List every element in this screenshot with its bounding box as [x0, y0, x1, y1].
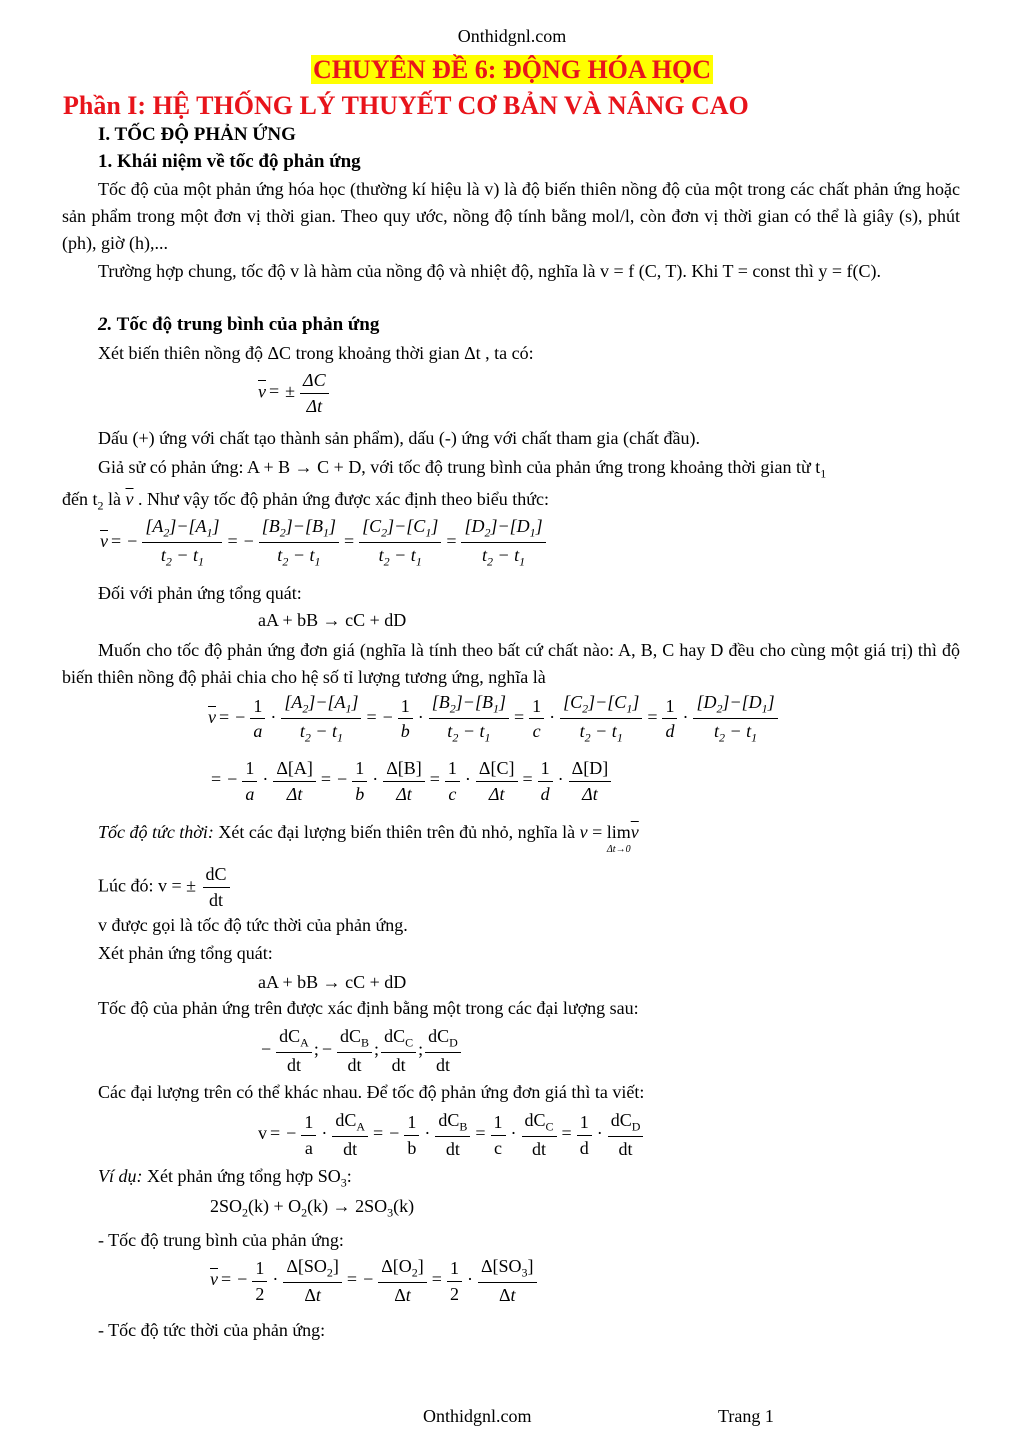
- general-reaction-equation: aA + bB → cC + dD: [258, 610, 407, 630]
- equation-instant-unified: v = − $\frac{1}{a}$ · $\frac{dC_A}{dt}$ = − $\frac{1}{b}$ · $\frac{dC_B}{dt}$ = $\frac{1}{c}$ · $\frac{dC_C}{dt}$ = $\frac{1}{d}$ · $\frac{dC_D}{dt}$: [258, 1110, 645, 1160]
- part-heading: Phần I: HỆ THỐNG LÝ THUYẾT CƠ BẢN VÀ NÂNG CAO: [63, 91, 749, 120]
- equation-unified-rate: $\overline{v}$ = − $\frac{1}{a}$ · $\frac{[A_2]-[A_1]}{t_2 - t_1}$ = − $\frac{1}{b}$ · $\frac{[B_2]-[B_1]}{t_2 - t_1}$ = $\frac{1}{c}$ · $\frac{[C_2]-[C_1]}{t_2 - t_1}$ = $\frac{1}{d}$ · $\frac{[D_2]-[D_1]}{t_2 - t_1}$: [208, 692, 780, 746]
- avg-rate-label: - Tốc độ trung bình của phản ứng:: [98, 1230, 344, 1250]
- document-title: CHUYÊN ĐỀ 6: ĐỘNG HÓA HỌC: [313, 55, 711, 84]
- consider-line: Xét phản ứng tổng quát:: [98, 943, 273, 963]
- differ-line: Các đại lượng trên có thể khác nhau. Để tốc độ phản ứng đơn giá thì ta viết:: [98, 1082, 645, 1102]
- section-heading: I. TỐC ĐỘ PHẢN ỨNG: [98, 124, 296, 145]
- header-site: Onthidgnl.com: [457, 26, 567, 46]
- paragraph-function: Trường hợp chung, tốc độ v là hàm của nồng độ và nhiệt độ, nghĩa là v = f (C, T). Khi T = const thì y = f(C).: [98, 261, 881, 281]
- called-line: v được gọi là tốc độ tức thời của phản ứng.: [98, 915, 408, 935]
- sign-note: Dấu (+) ứng với chất tạo thành sản phẩm), dấu (-) ứng với chất tham gia (chất đầu).: [98, 428, 701, 448]
- general-reaction-label: Đối với phản ứng tổng quát:: [98, 583, 302, 603]
- equation-average-rate: $\overline{v}$ = ± $\frac{\Delta C}{\Delta t}$: [258, 370, 331, 416]
- subsection-heading-2: 2. Tốc độ trung bình của phản ứng: [98, 314, 380, 335]
- delta-line: Xét biến thiên nồng độ ΔC trong khoảng thời gian Δt , ta có:: [98, 343, 534, 363]
- suppose-line-2: đến $t_2$ là $\overline{v}$ . Như vậy tốc độ phản ứng được xác định theo biểu thức:: [62, 489, 549, 513]
- example-line: Ví dụ: Xét phản ứng tổng hợp $SO_3$:: [98, 1166, 352, 1190]
- general-reaction-equation-2: aA + bB → cC + dD: [258, 972, 407, 992]
- footer-site: Onthidgnl.com: [423, 1406, 532, 1426]
- equation-so3-average: $\overline{v}$ = − $\frac{1}{2}$ · $\frac{\Delta[SO_2]}{\Delta t}$ = − $\frac{\Delta[O_2]}{\Delta t}$ = $\frac{1}{2}$ · $\frac{\Delta[SO_3]}{\Delta t}$: [210, 1256, 539, 1306]
- equation-average-by-species: $\overline{v}$ = − $\frac{[A_2]-[A_1]}{t_2 - t_1}$ = − $\frac{[B_2]-[B_1]}{t_2 - t_1}$ = $\frac{[C_2]-[C_1]}{t_2 - t_1}$ = $\frac{[D_2]-[D_1]}{t_2 - t_1}$: [100, 516, 548, 570]
- then-line: Lúc đó: v = ± $\frac{dC}{dt}$: [98, 864, 232, 910]
- paragraph-definition: Tốc độ của một phản ứng hóa học (thường kí hiệu là v) là độ biến thiên nồng độ của một trong các chất phản ứng hoặc sản phẩm trong một đơn vị thời gian. Theo quy ước, nồng độ tính bằng mol/l, còn đơn vị thời gian có thể là giây (s), phút (ph), giờ (h),...: [62, 179, 960, 253]
- subsection-heading-1: 1. Khái niệm về tốc độ phản ứng: [98, 151, 361, 172]
- so3-equation: $2SO_2(k) + O_2(k) \to 2SO_3(k)$: [210, 1196, 415, 1220]
- instant-rate-line: Tốc độ tức thời: Xét các đại lượng biến thiên trên đủ nhỏ, nghĩa là v = lim Δt→0 $\overline{v}$: [98, 822, 639, 855]
- one-of-line: Tốc độ của phản ứng trên được xác định bằng một trong các đại lượng sau:: [98, 998, 639, 1018]
- footer-page-number: Trang 1: [718, 1406, 774, 1426]
- paragraph-unified-rate: Muốn cho tốc độ phản ứng đơn giá (nghĩa là tính theo bất cứ chất nào: A, B, C hay D đều cho cùng một giá trị) thì độ biến thiên nồng độ phải chia cho hệ số tỉ lượng tương ứng, nghĩa là: [62, 640, 960, 687]
- equation-unified-delta: = − $\frac{1}{a}$ · $\frac{\Delta[A]}{\Delta t}$ = − $\frac{1}{b}$ · $\frac{\Delta[B]}{\Delta t}$ = $\frac{1}{c}$ · $\frac{\Delta[C]}{\Delta t}$ = $\frac{1}{d}$ · $\frac{\Delta[D]}{\Delta t}$: [208, 758, 613, 804]
- suppose-line-1: Giả sử có phản ứng: A + B → C + D, với tốc độ trung bình của phản ứng trong khoảng thời gian từ $t_1$: [98, 457, 827, 481]
- instant-rate-label: - Tốc độ tức thời của phản ứng:: [98, 1320, 326, 1340]
- equation-differentials: − $\frac{dC_A}{dt}$ ; − $\frac{dC_B}{dt}$ ; $\frac{dC_C}{dt}$ ; $\frac{dC_D}{dt}$: [258, 1026, 463, 1076]
